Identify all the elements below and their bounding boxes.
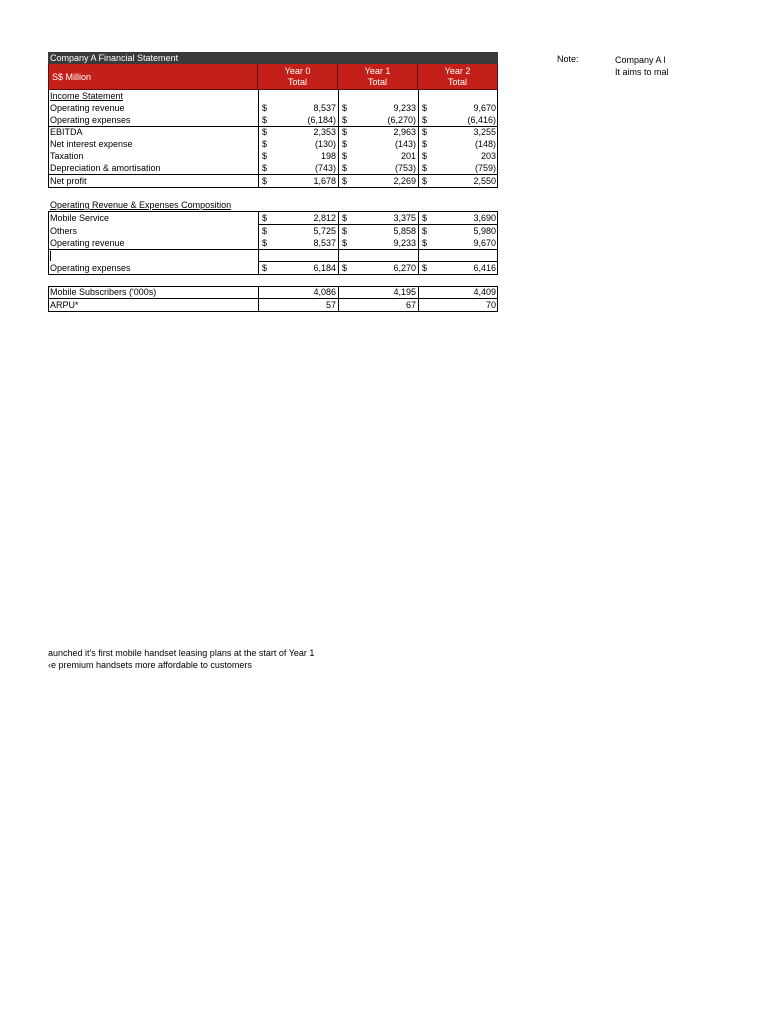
cell-value: 1,678 <box>313 176 336 186</box>
currency-symbol: $ <box>262 213 268 223</box>
grid-line <box>48 298 498 299</box>
row-label: Operating revenue <box>50 238 125 248</box>
cell-value: 8,537 <box>313 238 336 248</box>
table-row <box>48 150 498 162</box>
currency-symbol: $ <box>342 127 348 137</box>
grid-line <box>48 286 49 312</box>
grid-line <box>338 286 339 312</box>
column-header-year0-line2: Total <box>287 77 307 87</box>
cell-value: 3,690 <box>473 213 496 223</box>
cell-value: 6,184 <box>313 263 336 273</box>
cell-value: 198 <box>320 151 336 161</box>
composition-heading-row <box>48 199 498 211</box>
currency-symbol: $ <box>422 226 428 236</box>
currency-symbol: $ <box>422 163 428 173</box>
column-header-year1-line1: Year 1 <box>364 66 391 76</box>
row-label: Depreciation & amortisation <box>50 163 161 173</box>
column-header-year1-line2: Total <box>367 77 387 87</box>
cell-value: (130) <box>314 139 336 149</box>
currency-symbol: $ <box>422 213 428 223</box>
currency-symbol: $ <box>262 263 268 273</box>
currency-symbol: $ <box>422 139 428 149</box>
currency-symbol: $ <box>422 115 428 125</box>
cell-value: 57 <box>325 300 336 310</box>
cell-value: (143) <box>394 139 416 149</box>
cell-value: 5,980 <box>473 226 496 236</box>
row-label: Operating expenses <box>50 263 131 273</box>
row-label: Net profit <box>50 176 87 186</box>
column-header-year2-line2: Total <box>447 77 467 87</box>
cell-value: 9,233 <box>393 238 416 248</box>
table-row <box>48 262 498 274</box>
cell-value: 203 <box>480 151 496 161</box>
cell-value: 9,670 <box>473 103 496 113</box>
row-label: Net interest expense <box>50 139 133 149</box>
currency-symbol: $ <box>262 103 268 113</box>
column-header-year2 <box>418 64 498 90</box>
table-row <box>48 225 498 237</box>
table-row <box>48 162 498 174</box>
grid-line <box>48 274 498 275</box>
cell-value: (6,184) <box>307 115 336 125</box>
currency-symbol: $ <box>262 139 268 149</box>
composition-heading: Operating Revenue & Expenses Composition <box>50 200 232 210</box>
cell-value: (6,270) <box>387 115 416 125</box>
cell-value: 4,409 <box>473 287 496 297</box>
cell-value: 2,963 <box>393 127 416 137</box>
note-text <box>615 54 768 78</box>
cell-value: 9,233 <box>393 103 416 113</box>
grid-line <box>48 174 498 175</box>
grid-line <box>258 211 259 275</box>
table-row <box>48 114 498 126</box>
grid-line <box>48 311 498 312</box>
currency-symbol: $ <box>262 238 268 248</box>
grid-line <box>258 286 259 312</box>
currency-symbol: $ <box>422 176 428 186</box>
grid-line <box>497 286 498 312</box>
cell-value: 201 <box>400 151 416 161</box>
table-row <box>48 286 498 298</box>
currency-symbol: $ <box>262 163 268 173</box>
table-row <box>48 299 498 311</box>
grid-line <box>258 261 498 262</box>
table-row <box>48 212 498 224</box>
currency-symbol: $ <box>342 151 348 161</box>
currency-symbol: $ <box>342 263 348 273</box>
cell-value: (148) <box>474 139 496 149</box>
grid-line <box>48 126 498 127</box>
currency-symbol: $ <box>422 151 428 161</box>
cell-value: 3,375 <box>393 213 416 223</box>
note-label: Note: <box>557 54 579 64</box>
row-label: Mobile Service <box>50 213 110 223</box>
unit-header: S$ Million <box>48 64 258 90</box>
cell-value: 2,550 <box>473 176 496 186</box>
cell-value: 2,269 <box>393 176 416 186</box>
currency-symbol: $ <box>342 226 348 236</box>
currency-symbol: $ <box>342 103 348 113</box>
currency-symbol: $ <box>422 127 428 137</box>
column-header-year1 <box>338 64 418 90</box>
table-row <box>48 138 498 150</box>
cell-value: 5,725 <box>313 226 336 236</box>
grid-line <box>48 249 498 250</box>
column-header-year0 <box>258 64 338 90</box>
row-label: Operating revenue <box>50 103 125 113</box>
cell-value: 4,195 <box>393 287 416 297</box>
footer-line-2: ‹e premium handsets more affordable to customers <box>48 660 252 670</box>
cell-value: 6,270 <box>393 263 416 273</box>
grid-line <box>48 286 498 287</box>
table-row <box>48 102 498 114</box>
grid-line <box>338 211 339 275</box>
currency-symbol: $ <box>262 226 268 236</box>
income-heading-row <box>48 90 498 102</box>
cell-value: 5,858 <box>393 226 416 236</box>
cell-value: (6,416) <box>467 115 496 125</box>
currency-symbol: $ <box>342 139 348 149</box>
currency-symbol: $ <box>342 213 348 223</box>
grid-line <box>48 211 49 275</box>
currency-symbol: $ <box>262 176 268 186</box>
cell-value: 8,537 <box>313 103 336 113</box>
table-title: Company A Financial Statement <box>48 52 498 64</box>
currency-symbol: $ <box>262 127 268 137</box>
cell-cursor <box>50 251 51 261</box>
column-header-year0-line1: Year 0 <box>284 66 311 76</box>
cell-value: 67 <box>405 300 416 310</box>
cell-value: (743) <box>314 163 336 173</box>
grid-line <box>258 224 498 225</box>
currency-symbol: $ <box>262 115 268 125</box>
currency-symbol: $ <box>342 163 348 173</box>
cell-value: 3,255 <box>473 127 496 137</box>
cell-value: (753) <box>394 163 416 173</box>
note-line-2: It aims to mal <box>615 67 669 77</box>
currency-symbol: $ <box>422 103 428 113</box>
cell-value: 4,086 <box>313 287 336 297</box>
row-label: EBITDA <box>50 127 83 137</box>
grid-line <box>48 187 498 188</box>
row-label: Mobile Subscribers ('000s) <box>50 287 157 297</box>
row-label: Taxation <box>50 151 84 161</box>
table-row <box>48 175 498 187</box>
cell-value: 2,812 <box>313 213 336 223</box>
currency-symbol: $ <box>342 115 348 125</box>
row-label: Operating expenses <box>50 115 131 125</box>
currency-symbol: $ <box>262 151 268 161</box>
column-header-year2-line1: Year 2 <box>444 66 471 76</box>
grid-line <box>497 211 498 275</box>
footer-line-1: aunched it's first mobile handset leasing plans at the start of Year 1 <box>48 648 315 658</box>
grid-line <box>48 211 498 212</box>
note-line-1: Company A l <box>615 55 666 65</box>
currency-symbol: $ <box>342 176 348 186</box>
cell-value: (759) <box>474 163 496 173</box>
table-row <box>48 237 498 249</box>
income-heading: Income Statement <box>50 91 124 101</box>
currency-symbol: $ <box>422 238 428 248</box>
grid-line <box>418 286 419 312</box>
row-label: ARPU* <box>50 300 79 310</box>
currency-symbol: $ <box>422 263 428 273</box>
table-row <box>48 126 498 138</box>
cell-value: 2,353 <box>313 127 336 137</box>
footer-note <box>48 647 314 671</box>
currency-symbol: $ <box>342 238 348 248</box>
cell-value: 9,670 <box>473 238 496 248</box>
row-label: Others <box>50 226 78 236</box>
cell-value: 6,416 <box>473 263 496 273</box>
cell-value: 70 <box>485 300 496 310</box>
grid-line <box>418 211 419 275</box>
